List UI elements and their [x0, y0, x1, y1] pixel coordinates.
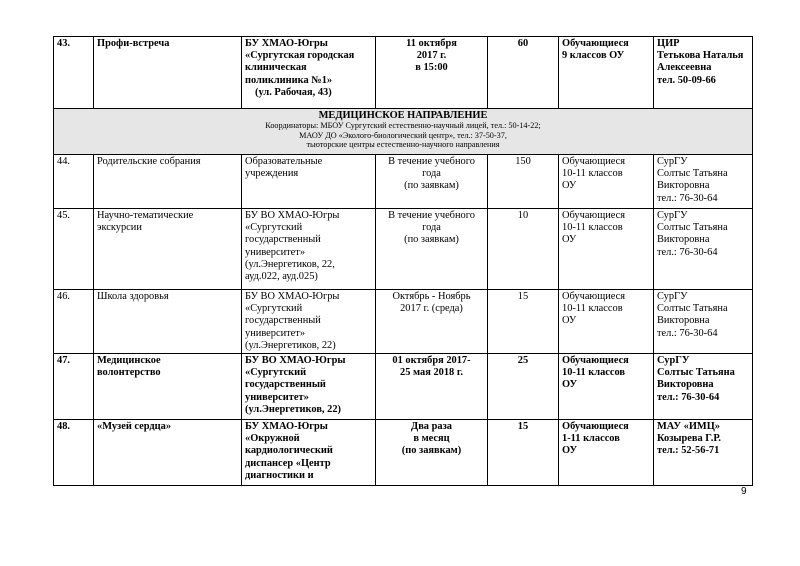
participants-count: 10	[488, 209, 559, 290]
section-header-row	[54, 109, 753, 155]
audience-cell: Обучающиеся 10-11 классов ОУ	[559, 290, 654, 354]
table-row	[54, 155, 753, 209]
row-number: 47.	[54, 354, 94, 420]
section-title: МЕДИЦИНСКОЕ НАПРАВЛЕНИЕ	[318, 110, 488, 121]
table-row	[54, 209, 753, 290]
audience-cell: Обучающиеся 9 классов ОУ	[559, 37, 654, 109]
contact-cell: СурГУ Солтыс Татьяна Викторовна тел.: 76-30-64	[654, 354, 753, 420]
contact-cell: МАУ «ИМЦ» Козырева Г.Р. тел.: 52-56-71	[654, 420, 753, 486]
contact-cell: СурГУ Солтыс Татьяна Викторовна тел.: 76-30-64	[654, 155, 753, 209]
participants-count: 15	[488, 290, 559, 354]
participants-count: 15	[488, 420, 559, 486]
date-cell: В течение учебного года (по заявкам)	[376, 209, 488, 290]
date-cell: 11 октября 2017 г. в 15:00	[376, 37, 488, 109]
participants-count: 150	[488, 155, 559, 209]
row-number: 45.	[54, 209, 94, 290]
section-header: МЕДИЦИНСКОЕ НАПРАВЛЕНИЕ Координаторы: МБОУ Сургутский естественно-научный лицей, тел.: 50-14-22; МАОУ ДО «Эколого-биологический центр», тел.: 37-50-37, тьюторские центры естественно-научного направления	[54, 109, 753, 155]
audience-cell: Обучающиеся 10-11 классов ОУ	[559, 354, 654, 420]
audience-cell: Обучающиеся 1-11 классов ОУ	[559, 420, 654, 486]
event-cell: Родительские собрания	[94, 155, 242, 209]
event-cell: Профи-встреча	[94, 37, 242, 109]
participants-count: 25	[488, 354, 559, 420]
event-cell: Научно-тематические экскурсии	[94, 209, 242, 290]
table-row	[54, 420, 753, 486]
page-number: 9	[741, 486, 747, 497]
audience-cell: Обучающиеся 10-11 классов ОУ	[559, 155, 654, 209]
section-coordinators: Координаторы: МБОУ Сургутский естественно-научный лицей, тел.: 50-14-22;	[265, 121, 541, 130]
date-cell: В течение учебного года (по заявкам)	[376, 155, 488, 209]
venue-cell: БУ ХМАО-Югры «Сургутская городская клиническая поликлиника №1» (ул. Рабочая, 43)	[242, 37, 376, 109]
contact-cell: СурГУ Солтыс Татьяна Викторовна тел.: 76-30-64	[654, 209, 753, 290]
table-row	[54, 37, 753, 109]
table-row	[54, 290, 753, 354]
contact-cell: ЦИР Тетькова Наталья Алексеевна тел. 50-09-66	[654, 37, 753, 109]
schedule-table	[53, 36, 753, 486]
row-number: 43.	[54, 37, 94, 109]
venue-cell: БУ ВО ХМАО-Югры «Сургутский государственный университет» (ул.Энергетиков, 22)	[242, 290, 376, 354]
venue-cell: БУ ВО ХМАО-Югры «Сургутский государственный университет» (ул.Энергетиков, 22, ауд.022, ауд.025)	[242, 209, 376, 290]
row-number: 46.	[54, 290, 94, 354]
event-cell: Медицинское волонтерство	[94, 354, 242, 420]
row-number: 44.	[54, 155, 94, 209]
date-cell: Два раза в месяц (по заявкам)	[376, 420, 488, 486]
event-cell: Школа здоровья	[94, 290, 242, 354]
row-number: 48.	[54, 420, 94, 486]
contact-cell: СурГУ Солтыс Татьяна Викторовна тел.: 76-30-64	[654, 290, 753, 354]
date-cell: Октябрь - Ноябрь 2017 г. (среда)	[376, 290, 488, 354]
venue-cell: БУ ВО ХМАО-Югры «Сургутский государственный университет» (ул.Энергетиков, 22)	[242, 354, 376, 420]
audience-cell: Обучающиеся 10-11 классов ОУ	[559, 209, 654, 290]
venue-cell: Образовательные учреждения	[242, 155, 376, 209]
event-cell: «Музей сердца»	[94, 420, 242, 486]
table-row	[54, 354, 753, 420]
participants-count: 60	[488, 37, 559, 109]
venue-cell: БУ ХМАО-Югры «Окружной кардиологический диспансер «Центр диагностики и	[242, 420, 376, 486]
date-cell: 01 октября 2017- 25 мая 2018 г.	[376, 354, 488, 420]
